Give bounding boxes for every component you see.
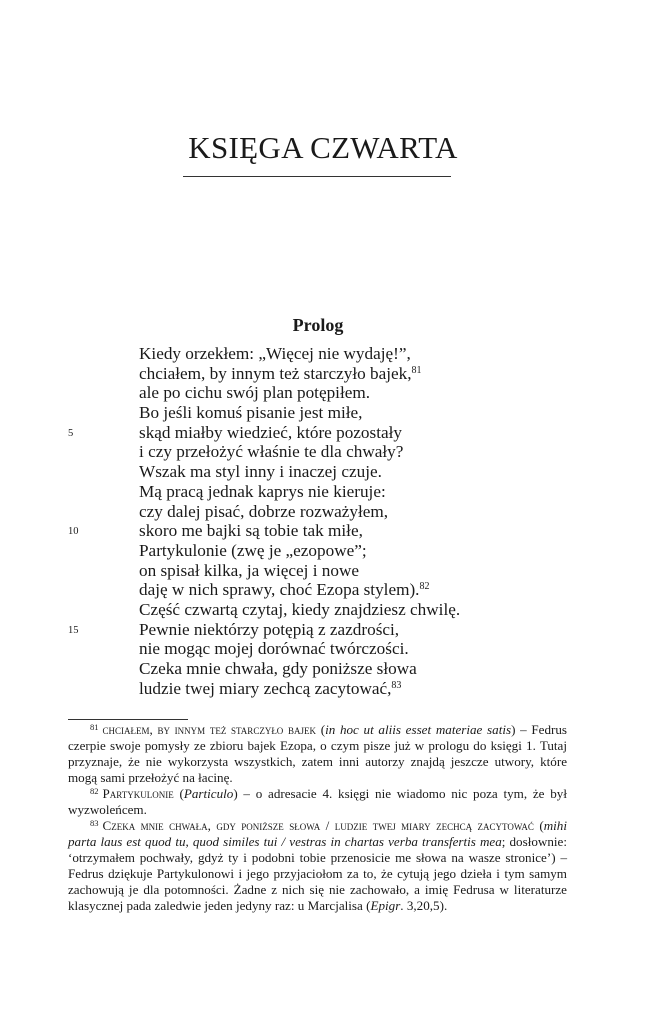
verse-text: chciałem, by innym też starczyło bajek,$^{81}$ (139, 363, 422, 383)
chapter-title: KSIĘGA CZWARTA (188, 130, 458, 165)
footnote-lemma: Partykulonie (102, 786, 174, 801)
footnote-number: 82 (90, 786, 99, 796)
verse-text: Mą pracą jednak kaprys nie kieruje: (139, 481, 386, 501)
footnote-number: 81 (90, 722, 99, 732)
verse-line (0, 600, 646, 620)
verse-line (0, 679, 646, 699)
footnote-latin: Particulo (183, 786, 234, 801)
verse-line (0, 639, 646, 659)
verse-line (0, 502, 646, 522)
verse-text: Bo jeśli komuś pisanie jest miłe, (139, 403, 363, 423)
verse-line (0, 561, 646, 581)
footnote-81: $^{81}$ chciałem, by innym też starczyło bajek (in hoc ut aliis esset materiae satis) – Fedrus czerpie swoje pomysły ze zbioru bajek Ezopa, o czym pisze już w prologu do księgi 1. Tutaj przyznaje, że nie wykorzysta wszystkich, zatem inni autorzy znajdą jeszcze utwory, które mogą sami przełożyć na łacinę. (68, 722, 568, 785)
footnote-rule (68, 719, 188, 720)
footnotes (68, 722, 567, 914)
verse-line (0, 521, 646, 541)
verse-line (0, 423, 646, 443)
verse-text: on spisał kilka, ja więcej i nowe (139, 560, 360, 580)
verse-line (0, 580, 646, 600)
verse-text: daję w nich sprawy, choć Ezopa stylem).$^{82}$ (139, 580, 430, 600)
footnote-number: 83 (90, 818, 99, 828)
verse-text: Pewnie niektórzy potępią z zazdrości, (139, 619, 400, 639)
footnote-text: . 3,20,5). (400, 898, 448, 913)
verse-text: ludzie twej miary zechcą zacytować,$^{83}$ (139, 678, 402, 698)
title-rule (183, 176, 451, 177)
verse-line (0, 344, 646, 364)
footnote-lemma: chciałem, by innym też starczyło bajek (102, 722, 317, 737)
footnote-text: ) – Fedrus czerpie swoje pomysły ze zbioru bajek Ezopa, o czym pisze już w prologu do księgi 1. Tutaj przyznaje, że nie wykorzysta wszystkich, zatem inni autorzy znajdą jeszcze utwory, które mogą sami przełożyć na łacinę. (68, 722, 568, 785)
verse-text: skąd miałby wiedzieć, które pozostały (139, 422, 402, 442)
verse-text: czy dalej pisać, dobrze rozważyłem, (139, 501, 389, 521)
verse-line (0, 442, 646, 462)
verse-line (0, 620, 646, 640)
verse-line (0, 659, 646, 679)
verse-text: Partykulonie (zwę je „ezopowe”; (139, 540, 367, 560)
verse-line (0, 364, 646, 384)
footnote-text: ; dosłownie: ‘otrzymałem pochwały, gdyż ty i podobni tobie przenosicie me słowa na wasze stronice’) – Fedrus dziękuje Partykulonowi i jego przyjaciołom za to, że cytują jego dzieła i tym samym zachowują je dla potomności. Żadne z nich się nie zachowało, a imię Fedrusa w literaturze klasycznej pada zaledwie jeden jedyny raz: u Marcjalisa ( (68, 834, 567, 913)
footnote-ref: 81 (411, 364, 422, 376)
verse-number: 5 (68, 427, 74, 439)
verse-text: skoro me bajki są tobie tak miłe, (139, 521, 363, 541)
poem (0, 344, 646, 698)
footnote-lemma: Czeka mnie chwała, gdy poniższe słowa / ludzie twej miary zechcą zacytować (102, 818, 534, 833)
verse-line (0, 462, 646, 482)
footnote-82: $^{82}$ Partykulonie (Particulo) – o adresacie 4. księgi nie wiadomo nic poza tym, że był wyzwoleńcem. (68, 786, 567, 817)
footnote-ref: 82 (419, 581, 430, 593)
verse-number: 10 (68, 526, 79, 538)
footnote-83: $^{83}$ Czeka mnie chwała, gdy poniższe słowa / ludzie twej miary zechcą zacytować (mihi parta laus est quod tu, quod similes tui / vestras in chartas verba transfertis mea; dosłownie: ‘otrzymałem pochwały, gdyż ty i podobni tobie przenosicie me słowa na wasze stronice’) – Fedrus dziękuje Partykulonowi i jego przyjaciołom za to, że cytują jego dzieła i tym samym zachowują je dla potomności. Żadne z nich się nie zachowało, a imię Fedrusa w literaturze klasycznej pada zaledwie jeden jedyny raz: u Marcjalisa (Epigr. 3,20,5). (68, 818, 567, 913)
verse-text: nie mogąc mojej dorównać twórczości. (139, 639, 409, 659)
footnote-latin: in hoc ut aliis esset materiae satis (325, 722, 512, 737)
verse-line (0, 383, 646, 403)
verse-text: Czeka mnie chwała, gdy poniższe słowa (139, 659, 417, 678)
verse-line (0, 403, 646, 423)
verse-number: 15 (68, 624, 79, 636)
verse-text: Wszak ma styl inny i inaczej czuje. (139, 462, 382, 482)
verse-text: Kiedy orzekłem: „Więcej nie wydaję!”, (139, 344, 411, 363)
verse-text: Część czwartą czytaj, kiedy znajdziesz chwilę. (139, 599, 461, 619)
verse-text: ale po cichu swój plan potępiłem. (139, 383, 371, 403)
footnote-text: ) – o adresacie 4. księgi nie wiadomo nic poza tym, że był wyzwoleńcem. (68, 786, 567, 817)
footnote-latin: mihi parta laus est quod tu, quod similes tui / vestras in chartas verba transfertis mea (68, 818, 567, 849)
verse-line (0, 541, 646, 561)
verse-text: i czy przełożyć właśnie te dla chwały? (139, 442, 404, 462)
footnote-latin: Epigr (370, 898, 401, 913)
section-title: Prolog (292, 315, 344, 335)
verse-line (0, 482, 646, 502)
footnote-ref: 83 (391, 679, 402, 691)
